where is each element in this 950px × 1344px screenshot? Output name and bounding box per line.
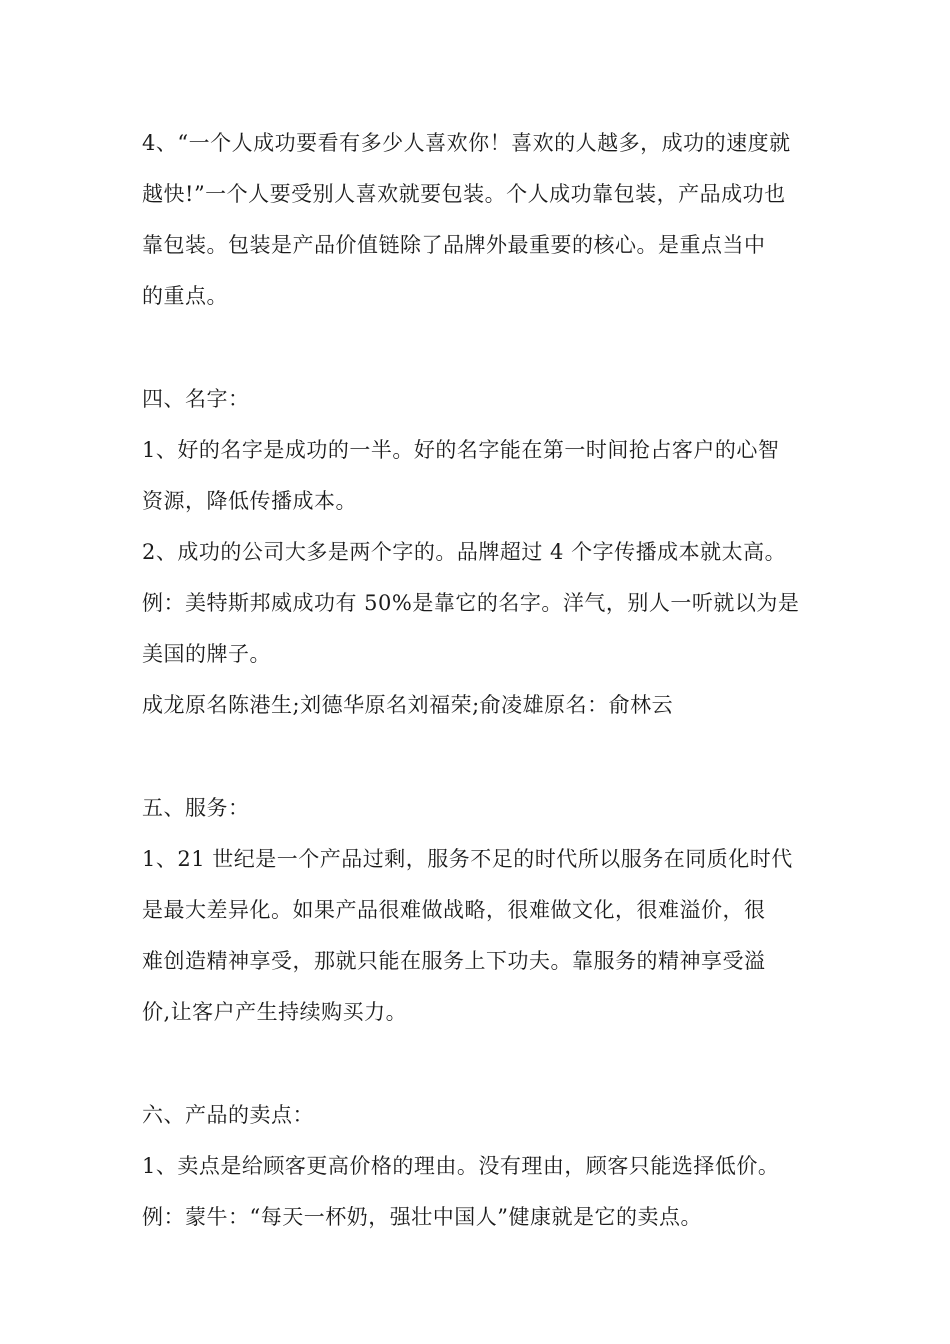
paragraph-line: 靠包装。包装是产品价值链除了品牌外最重要的核心。是重点当中 [142,233,766,257]
paragraph-line: 是最大差异化。如果产品很难做战略，很难做文化，很难溢价，很 [142,898,766,922]
section-service [142,783,812,1038]
paragraph-line: 越快!”一个人要受别人喜欢就要包装。个人成功靠包装，产品成功也 [142,182,786,206]
section-spacer [142,322,812,374]
section-selling-points [142,1090,812,1243]
paragraph-line: 例：美特斯邦威成功有 50%是靠它的名字。洋气，别人一听就以为是 [142,591,800,615]
paragraph-line: 1、好的名字是成功的一半。好的名字能在第一时间抢占客户的心智 [142,438,780,462]
paragraph-line: 难创造精神享受，那就只能在服务上下功夫。靠服务的精神享受溢 [142,949,766,973]
section-heading: 六、产品的卖点： [142,1103,314,1127]
section-spacer [142,731,812,783]
paragraph-line: 的重点。 [142,284,228,308]
section-heading: 五、服务： [142,796,250,820]
section-spacer [142,1038,812,1090]
paragraph-line: 资源，降低传播成本。 [142,489,357,513]
section-heading: 四、名字： [142,387,250,411]
paragraph-line: 1、卖点是给顾客更高价格的理由。没有理由，顾客只能选择低价。 [142,1154,780,1178]
section-name [142,374,812,731]
item-4-paragraph [142,118,812,322]
paragraph-line: 4、“一个人成功要看有多少人喜欢你！喜欢的人越多，成功的速度就 [142,131,791,155]
paragraph-line: 2、成功的公司大多是两个字的。品牌超过 4 个字传播成本就太高。 [142,540,787,564]
document-page [142,118,812,1243]
paragraph-line: 成龙原名陈港生;刘德华原名刘福荣;俞凌雄原名：俞林云 [142,693,674,717]
paragraph-line: 美国的牌子。 [142,642,271,666]
paragraph-line: 价,让客户产生持续购买力。 [142,1000,408,1024]
paragraph-line: 1、21 世纪是一个产品过剩，服务不足的时代所以服务在同质化时代 [142,847,793,871]
paragraph-line: 例：蒙牛：“每天一杯奶，强壮中国人”健康就是它的卖点。 [142,1205,702,1229]
